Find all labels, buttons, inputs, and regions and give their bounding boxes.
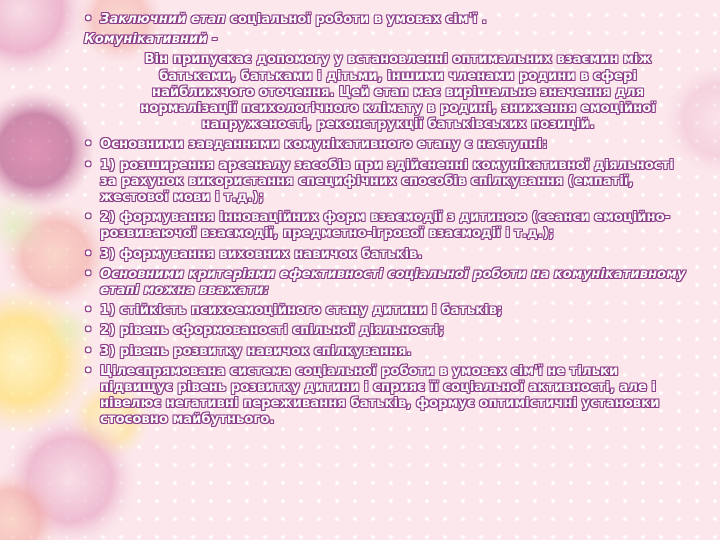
intro-paragraph: Він припускає допомогу у встановленні оптимальних взаємин між батьками, батьками і дітьми, іншими членами родини в сфері найближчого оточення. Цей етап має вирішальне значення для нормалізації психологічного клімату в родині, зниження емоційної напруженості, реконструкції батьківських позицій.	[140, 52, 656, 133]
list-item-text: 2) формування інноваційних форм взаємодії з дитиною (сеанси емоційно-розвиваючої взаємодії, предметно-ігрової взаємодії і т.д.);	[100, 210, 671, 242]
heading-italic: Заключний етап	[100, 12, 226, 27]
list-item	[84, 364, 694, 429]
list-item-text: Основними критеріями ефективності соціальної роботи на комунікативному етапі можна вважати:	[100, 266, 686, 299]
slide-content	[84, 12, 694, 433]
heading-rest: соціальної роботи в умовах сім'ї .	[225, 12, 487, 27]
list-item	[84, 267, 694, 299]
list-item	[84, 323, 694, 339]
list-item-text: 3) рівень розвитку навичок спілкування.	[100, 343, 412, 359]
bullet-icon: •	[84, 246, 93, 262]
list-item-text: 3) формування виховних навичок батьків.	[100, 246, 423, 262]
intro-subheading: Комунікативний -	[84, 32, 218, 48]
list-item	[84, 210, 694, 242]
bullet-icon: •	[84, 137, 93, 153]
bullet-list	[84, 137, 694, 428]
bullet-icon: •	[84, 303, 93, 319]
bullet-icon: •	[84, 363, 93, 379]
list-item	[84, 303, 694, 319]
bullet-icon: •	[84, 12, 93, 27]
bullet-icon: •	[84, 343, 93, 359]
list-item-text: 1) стійкість психоемоційного стану дитини і батьків;	[100, 303, 503, 319]
list-item-text: 2) рівень сформованості спільної діяльності;	[100, 323, 445, 339]
list-item	[84, 247, 694, 263]
bullet-icon: •	[84, 210, 93, 226]
list-item	[84, 137, 694, 153]
list-item	[84, 344, 694, 360]
bullet-icon: •	[84, 323, 93, 339]
list-item-text: 1) розширення арсеналу засобів при здійсненні комунікативної діяльності за рахунок використання специфічних способів спілкування (емпатії, жестової мови і т.д.);	[100, 157, 674, 206]
bullet-icon: •	[84, 266, 93, 282]
intro-heading	[84, 12, 694, 28]
list-item	[84, 158, 694, 207]
bullet-icon: •	[84, 157, 93, 173]
list-item-text: Основними завданнями комунікативного етапу є наступні:	[100, 137, 548, 153]
list-item-text: Цілеспрямована система соціальної роботи в умовах сім'ї не тільки підвищує рівень розвитку дитини і сприяє її соціальної активності, але і нівелює негативні переживання батьків, формує оптимістичні установки стосовно майбутнього.	[100, 363, 660, 428]
